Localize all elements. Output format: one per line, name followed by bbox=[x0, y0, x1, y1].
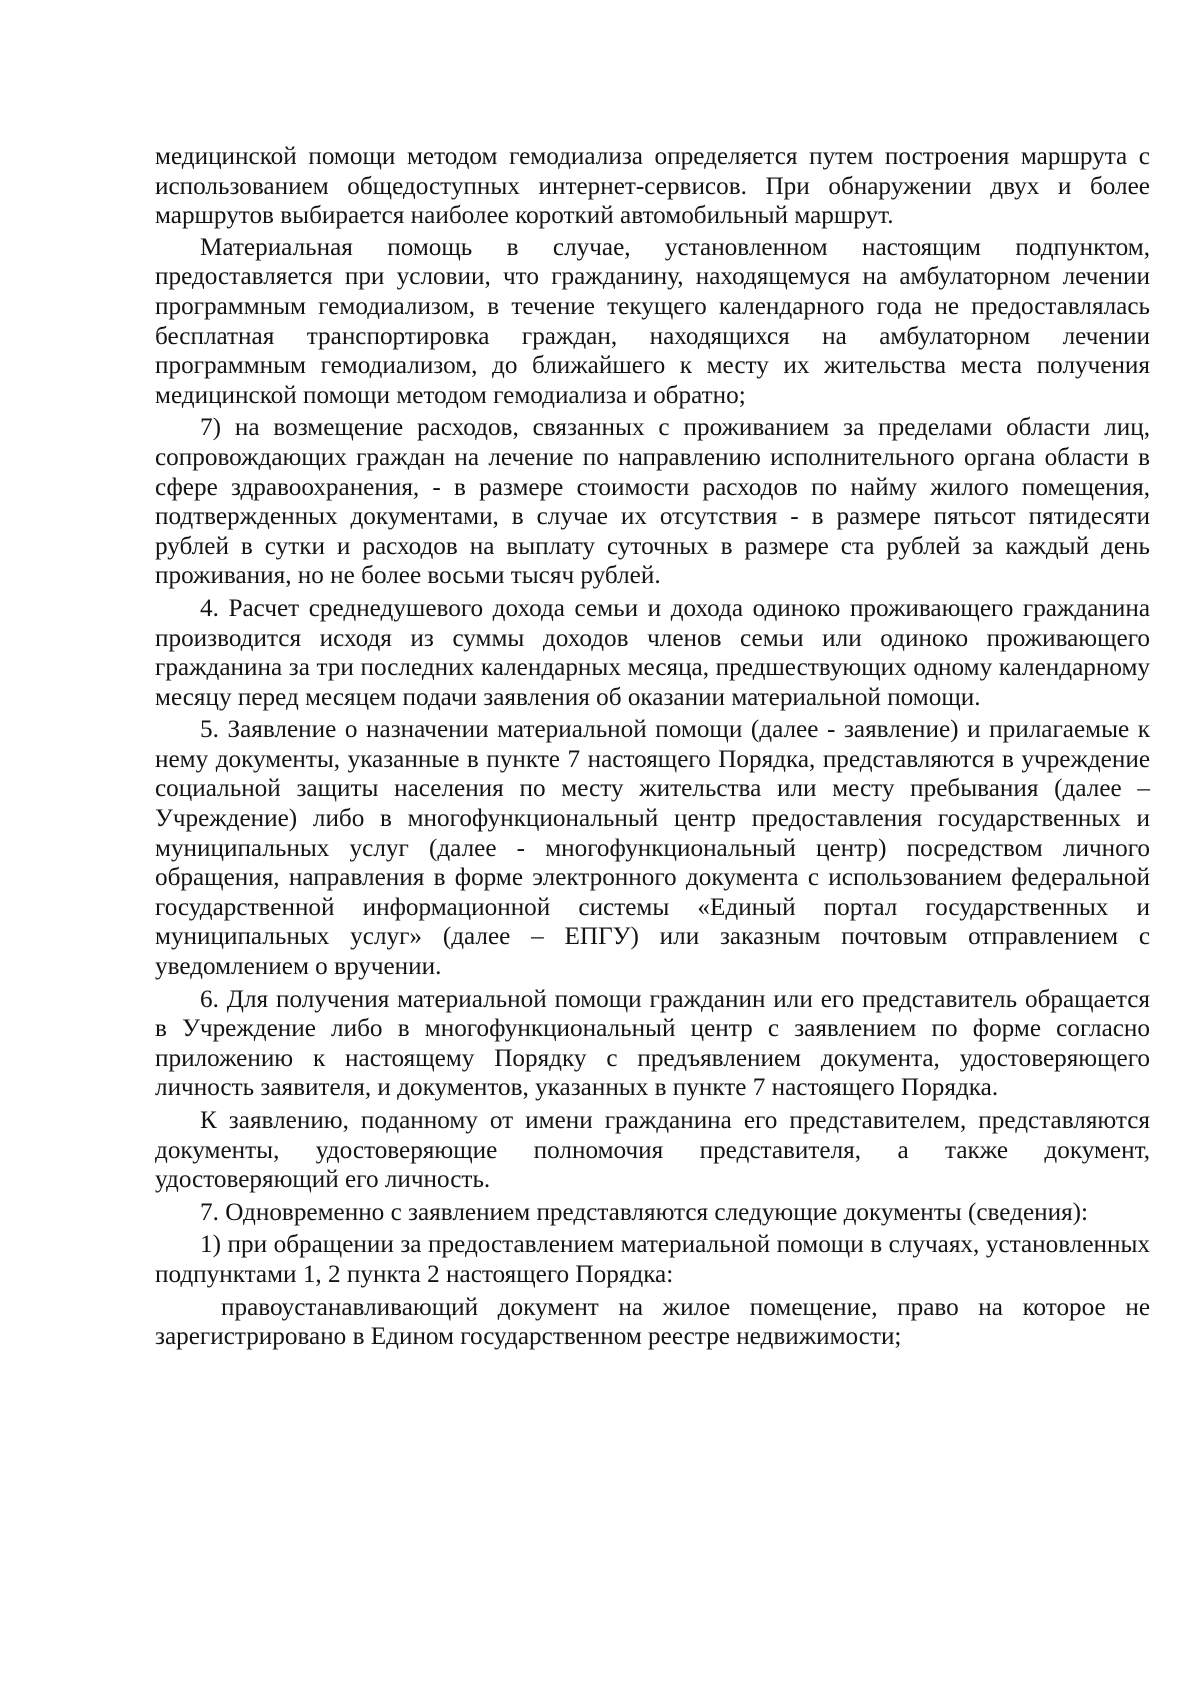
paragraph-section-6-procedure: 6. Для получения материальной помощи гражданин или его представитель обращается в Учреждение либо в многофункциональный центр с заявлением по форме согласно приложению к настоящему Порядку с предъявлением документа, удостоверяющего личность заявителя, и документов, указанных в пункте 7 настоящего Порядка. bbox=[155, 985, 1150, 1102]
paragraph-section-4-income: 4. Расчет среднедушевого дохода семьи и дохода одиноко проживающего гражданина производится исходя из суммы доходов членов семьи или одиноко проживающего гражданина за три последних календарных месяца, предшествующих одному календарному месяцу перед месяцем подачи заявления об оказании материальной помощи. bbox=[155, 594, 1150, 711]
paragraph-section-7-documents: 7. Одновременно с заявлением представляются следующие документы (сведения): bbox=[200, 1198, 1089, 1226]
paragraph-item-1-cases: 1) при обращении за предоставлением материальной помощи в случаях, установленных подпунктами 1, 2 пункта 2 настоящего Порядка: bbox=[155, 1231, 1150, 1288]
paragraph-route-definition: медицинской помощи методом гемодиализа определяется путем построения маршрута с использованием общедоступных интернет-сервисов. При обнаружении двух и более маршрутов выбирается наиболее короткий автомобильный маршрут. bbox=[155, 143, 1150, 230]
paragraph-representative: К заявлению, поданному от имени гражданина его представителем, представляются документы, удостоверяющие полномочия представителя, а также документ, удостоверяющий его личность. bbox=[155, 1107, 1150, 1194]
paragraph-material-aid-condition: Материальная помощь в случае, установленном настоящим подпунктом, предоставляется при условии, что гражданину, находящемуся на амбулаторном лечении программным гемодиализом, в течение текущего календарного года не предоставлялась бесплатная транспортировка граждан, находящихся на амбулаторном лечении программным гемодиализом, до ближайшего к месту их жительства места получения медицинской помощи методом гемодиализа и обратно; bbox=[155, 233, 1150, 409]
paragraph-section-5-application: 5. Заявление о назначении материальной помощи (далее - заявление) и прилагаемые к нему документы, указанные в пункте 7 настоящего Порядка, представляются в учреждение социальной защиты населения по месту жительства или месту пребывания (далее – Учреждение) либо в многофункциональный центр предоставления государственных и муниципальных услуг (далее - многофункциональный центр) посредством личного обращения, направления в форме электронного документа с использованием федеральной государственной информационной системы «Единый портал государственных и муниципальных услуг» (далее – ЕПГУ) или заказным почтовым отправлением с уведомлением о вручении. bbox=[155, 716, 1150, 981]
paragraph-title-document: правоустанавливающий документ на жилое помещение, право на которое не зарегистрировано в Едином государственном реестре недвижимости; bbox=[155, 1293, 1150, 1351]
paragraph-item-7-expenses: 7) на возмещение расходов, связанных с проживанием за пределами области лиц, сопровождающих граждан на лечение по направлению исполнительного органа области в сфере здравоохранения, - в размере стоимости расходов по найму жилого помещения, подтвержденных документами, в случае их отсутствия - в размере пятьсот пятидесяти рублей в сутки и расходов на выплату суточных в размере ста рублей за каждый день проживания, но не более восьми тысяч рублей. bbox=[155, 414, 1150, 590]
document-page bbox=[155, 142, 1150, 1352]
